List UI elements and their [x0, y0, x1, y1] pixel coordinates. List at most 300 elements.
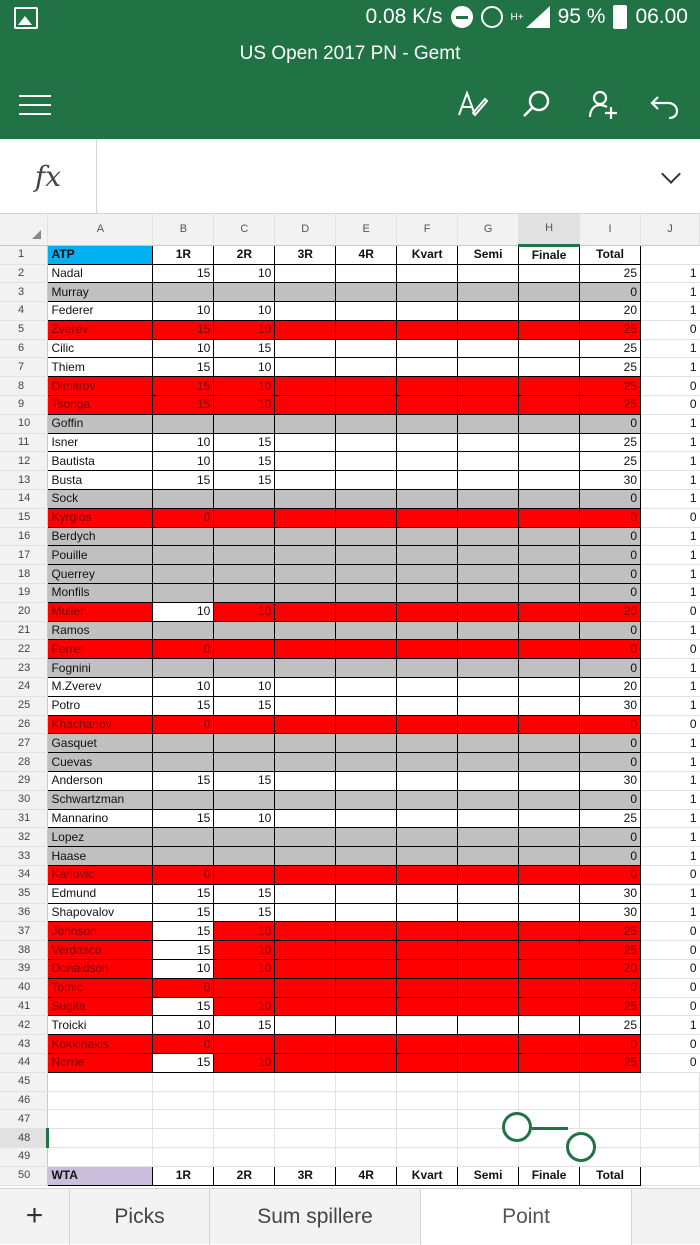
cell[interactable] — [580, 1110, 641, 1129]
empty-round-cell[interactable] — [275, 828, 336, 847]
column-j-value[interactable]: 1 — [641, 847, 700, 866]
column-j-value[interactable]: 1 — [641, 678, 700, 697]
column-j-value[interactable]: 1 — [641, 753, 700, 772]
empty-round-cell[interactable] — [458, 396, 519, 415]
empty-round-cell[interactable] — [519, 339, 580, 358]
total-points[interactable]: 25 — [580, 377, 641, 396]
round-1-points[interactable]: 15 — [153, 358, 214, 377]
total-points[interactable]: 25 — [580, 339, 641, 358]
empty-round-cell[interactable] — [275, 339, 336, 358]
empty-round-cell[interactable] — [458, 527, 519, 546]
column-j-value[interactable]: 1 — [641, 809, 700, 828]
round-header[interactable]: Total — [580, 245, 641, 264]
empty-round-cell[interactable] — [397, 414, 458, 433]
empty-round-cell[interactable] — [519, 396, 580, 415]
round-2-points[interactable]: 10 — [214, 302, 275, 321]
menu-icon[interactable] — [19, 95, 51, 115]
column-header[interactable]: G — [458, 214, 519, 245]
total-points[interactable]: 0 — [580, 828, 641, 847]
column-j-value[interactable]: 1 — [641, 264, 700, 283]
round-header[interactable]: Finale — [519, 1166, 580, 1185]
empty-round-cell[interactable] — [275, 396, 336, 415]
round-2-points[interactable]: 10 — [214, 941, 275, 960]
column-j-value[interactable]: 0 — [641, 396, 700, 415]
row-header[interactable]: 39 — [0, 959, 48, 978]
empty-round-cell[interactable] — [275, 959, 336, 978]
empty-round-cell[interactable] — [397, 320, 458, 339]
empty-round-cell[interactable] — [336, 546, 397, 565]
empty-round-cell[interactable] — [275, 471, 336, 490]
empty-round-cell[interactable] — [336, 734, 397, 753]
empty-round-cell[interactable] — [336, 809, 397, 828]
empty-round-cell[interactable] — [458, 997, 519, 1016]
column-j-value[interactable]: 0 — [641, 377, 700, 396]
spreadsheet-grid[interactable] — [0, 214, 700, 1188]
cell[interactable] — [336, 1129, 397, 1148]
empty-round-cell[interactable] — [275, 546, 336, 565]
empty-round-cell[interactable] — [275, 941, 336, 960]
column-j-value[interactable]: 0 — [641, 941, 700, 960]
empty-round-cell[interactable] — [336, 959, 397, 978]
empty-round-cell[interactable] — [397, 753, 458, 772]
empty-round-cell[interactable] — [397, 1035, 458, 1054]
tab-picks[interactable]: Picks — [70, 1189, 210, 1245]
column-j-value[interactable]: 0 — [641, 640, 700, 659]
empty-round-cell[interactable] — [458, 809, 519, 828]
row-header[interactable]: 10 — [0, 414, 48, 433]
empty-round-cell[interactable] — [336, 1035, 397, 1054]
cell[interactable] — [275, 1129, 336, 1148]
empty-round-cell[interactable] — [458, 903, 519, 922]
player-name[interactable]: Murray — [48, 283, 153, 302]
empty-round-cell[interactable] — [458, 922, 519, 941]
column-header[interactable]: I — [580, 214, 641, 245]
row-header[interactable]: 26 — [0, 715, 48, 734]
total-points[interactable]: 25 — [580, 452, 641, 471]
round-header[interactable]: 4R — [336, 1166, 397, 1185]
cell[interactable] — [336, 1072, 397, 1091]
empty-round-cell[interactable] — [397, 302, 458, 321]
empty-round-cell[interactable] — [275, 715, 336, 734]
empty-round-cell[interactable] — [458, 471, 519, 490]
formula-input[interactable] — [100, 139, 640, 214]
cell[interactable] — [397, 1129, 458, 1148]
empty-round-cell[interactable] — [336, 790, 397, 809]
total-points[interactable]: 0 — [580, 847, 641, 866]
empty-round-cell[interactable] — [458, 659, 519, 678]
cell[interactable] — [641, 1110, 700, 1129]
empty-round-cell[interactable] — [397, 847, 458, 866]
column-j-value[interactable]: 0 — [641, 1053, 700, 1072]
cell[interactable] — [519, 1091, 580, 1110]
cell[interactable] — [48, 1147, 153, 1166]
cell[interactable] — [641, 1166, 700, 1185]
round-2-points[interactable] — [214, 715, 275, 734]
empty-round-cell[interactable] — [458, 696, 519, 715]
empty-round-cell[interactable] — [397, 903, 458, 922]
total-points[interactable]: 20 — [580, 678, 641, 697]
row-header[interactable]: 29 — [0, 772, 48, 791]
player-name[interactable]: Thiem — [48, 358, 153, 377]
player-name[interactable]: Gasquet — [48, 734, 153, 753]
player-name[interactable]: Potro — [48, 696, 153, 715]
round-2-points[interactable] — [214, 790, 275, 809]
empty-round-cell[interactable] — [275, 978, 336, 997]
empty-round-cell[interactable] — [336, 584, 397, 603]
row-header[interactable]: 36 — [0, 903, 48, 922]
empty-round-cell[interactable] — [336, 358, 397, 377]
player-name[interactable]: Sugita — [48, 997, 153, 1016]
empty-round-cell[interactable] — [336, 377, 397, 396]
empty-round-cell[interactable] — [519, 433, 580, 452]
empty-round-cell[interactable] — [519, 734, 580, 753]
total-points[interactable]: 25 — [580, 922, 641, 941]
empty-round-cell[interactable] — [458, 602, 519, 621]
empty-round-cell[interactable] — [397, 884, 458, 903]
total-points[interactable]: 0 — [580, 1035, 641, 1054]
cell[interactable] — [397, 1091, 458, 1110]
player-name[interactable]: Muller — [48, 602, 153, 621]
round-header[interactable]: Semi — [458, 245, 519, 264]
player-name[interactable]: Federer — [48, 302, 153, 321]
total-points[interactable]: 25 — [580, 264, 641, 283]
cell[interactable] — [641, 1147, 700, 1166]
player-name[interactable]: Zverev — [48, 320, 153, 339]
cell[interactable] — [580, 1091, 641, 1110]
empty-round-cell[interactable] — [275, 508, 336, 527]
cell[interactable] — [48, 1129, 153, 1148]
column-j-value[interactable]: 0 — [641, 1035, 700, 1054]
total-points[interactable]: 0 — [580, 715, 641, 734]
round-2-points[interactable] — [214, 584, 275, 603]
total-points[interactable]: 0 — [580, 565, 641, 584]
round-2-points[interactable]: 10 — [214, 678, 275, 697]
empty-round-cell[interactable] — [275, 452, 336, 471]
row-header[interactable]: 31 — [0, 809, 48, 828]
row-header[interactable]: 33 — [0, 847, 48, 866]
row-header[interactable]: 7 — [0, 358, 48, 377]
empty-round-cell[interactable] — [458, 264, 519, 283]
empty-round-cell[interactable] — [336, 433, 397, 452]
round-1-points[interactable] — [153, 734, 214, 753]
empty-round-cell[interactable] — [519, 847, 580, 866]
empty-round-cell[interactable] — [397, 809, 458, 828]
player-name[interactable]: Donaldson — [48, 959, 153, 978]
column-j-value[interactable]: 1 — [641, 884, 700, 903]
row-header[interactable]: 24 — [0, 678, 48, 697]
player-name[interactable]: Busta — [48, 471, 153, 490]
empty-round-cell[interactable] — [397, 527, 458, 546]
player-name[interactable]: Tomic — [48, 978, 153, 997]
total-points[interactable]: 25 — [580, 997, 641, 1016]
total-points[interactable]: 30 — [580, 884, 641, 903]
empty-round-cell[interactable] — [458, 546, 519, 565]
empty-round-cell[interactable] — [519, 884, 580, 903]
cell[interactable] — [214, 1091, 275, 1110]
round-2-points[interactable] — [214, 546, 275, 565]
round-2-points[interactable] — [214, 659, 275, 678]
empty-round-cell[interactable] — [519, 490, 580, 509]
empty-round-cell[interactable] — [458, 339, 519, 358]
row-header[interactable]: 43 — [0, 1035, 48, 1054]
total-points[interactable]: 0 — [580, 584, 641, 603]
empty-round-cell[interactable] — [519, 584, 580, 603]
round-1-points[interactable] — [153, 527, 214, 546]
round-1-points[interactable]: 0 — [153, 978, 214, 997]
round-1-points[interactable]: 15 — [153, 320, 214, 339]
round-2-points[interactable]: 10 — [214, 922, 275, 941]
empty-round-cell[interactable] — [458, 283, 519, 302]
row-header[interactable]: 3 — [0, 283, 48, 302]
column-j-value[interactable]: 0 — [641, 320, 700, 339]
empty-round-cell[interactable] — [275, 659, 336, 678]
total-points[interactable]: 25 — [580, 809, 641, 828]
round-1-points[interactable]: 10 — [153, 959, 214, 978]
round-1-points[interactable]: 10 — [153, 433, 214, 452]
row-header[interactable]: 23 — [0, 659, 48, 678]
empty-round-cell[interactable] — [275, 490, 336, 509]
cell[interactable] — [214, 1129, 275, 1148]
empty-round-cell[interactable] — [458, 978, 519, 997]
round-1-points[interactable]: 15 — [153, 772, 214, 791]
cell[interactable] — [275, 1091, 336, 1110]
round-header[interactable]: 2R — [214, 1166, 275, 1185]
empty-round-cell[interactable] — [519, 264, 580, 283]
round-1-points[interactable]: 10 — [153, 339, 214, 358]
player-name[interactable]: Karlovic — [48, 866, 153, 885]
column-j-value[interactable]: 1 — [641, 433, 700, 452]
empty-round-cell[interactable] — [519, 471, 580, 490]
round-1-points[interactable] — [153, 584, 214, 603]
row-header[interactable]: 16 — [0, 527, 48, 546]
row-header[interactable]: 32 — [0, 828, 48, 847]
row-header[interactable]: 9 — [0, 396, 48, 415]
player-name[interactable]: Ferrer — [48, 640, 153, 659]
column-j-value[interactable]: 1 — [641, 659, 700, 678]
empty-round-cell[interactable] — [275, 377, 336, 396]
empty-round-cell[interactable] — [397, 941, 458, 960]
empty-round-cell[interactable] — [519, 1035, 580, 1054]
round-2-points[interactable]: 10 — [214, 959, 275, 978]
empty-round-cell[interactable] — [397, 358, 458, 377]
empty-round-cell[interactable] — [458, 452, 519, 471]
empty-round-cell[interactable] — [336, 414, 397, 433]
round-2-points[interactable] — [214, 978, 275, 997]
cell[interactable] — [580, 1072, 641, 1091]
round-2-points[interactable]: 15 — [214, 696, 275, 715]
empty-round-cell[interactable] — [397, 715, 458, 734]
player-name[interactable]: Cilic — [48, 339, 153, 358]
row-header[interactable]: 28 — [0, 753, 48, 772]
column-j-value[interactable]: 1 — [641, 696, 700, 715]
row-header[interactable]: 21 — [0, 621, 48, 640]
round-1-points[interactable] — [153, 565, 214, 584]
row-header[interactable]: 46 — [0, 1091, 48, 1110]
total-points[interactable]: 0 — [580, 508, 641, 527]
chevron-down-icon[interactable] — [661, 164, 681, 184]
empty-round-cell[interactable] — [275, 433, 336, 452]
empty-round-cell[interactable] — [458, 565, 519, 584]
row-header[interactable]: 44 — [0, 1053, 48, 1072]
column-j-value[interactable]: 1 — [641, 903, 700, 922]
tab-point[interactable]: Point — [421, 1189, 632, 1245]
cell[interactable] — [153, 1147, 214, 1166]
total-points[interactable]: 0 — [580, 414, 641, 433]
empty-round-cell[interactable] — [458, 866, 519, 885]
round-2-points[interactable] — [214, 508, 275, 527]
total-points[interactable]: 0 — [580, 734, 641, 753]
row-header[interactable]: 38 — [0, 941, 48, 960]
empty-round-cell[interactable] — [458, 433, 519, 452]
empty-round-cell[interactable] — [336, 659, 397, 678]
player-name[interactable]: Dimitrov — [48, 377, 153, 396]
empty-round-cell[interactable] — [458, 508, 519, 527]
player-name[interactable]: Berdych — [48, 527, 153, 546]
round-1-points[interactable]: 10 — [153, 602, 214, 621]
total-points[interactable]: 30 — [580, 772, 641, 791]
empty-round-cell[interactable] — [275, 772, 336, 791]
total-points[interactable]: 0 — [580, 978, 641, 997]
empty-round-cell[interactable] — [397, 772, 458, 791]
empty-round-cell[interactable] — [519, 903, 580, 922]
empty-round-cell[interactable] — [397, 565, 458, 584]
empty-round-cell[interactable] — [519, 941, 580, 960]
total-points[interactable]: 25 — [580, 320, 641, 339]
empty-round-cell[interactable] — [336, 508, 397, 527]
section-label[interactable]: ATP — [48, 245, 153, 264]
empty-round-cell[interactable] — [336, 565, 397, 584]
row-header[interactable]: 30 — [0, 790, 48, 809]
empty-round-cell[interactable] — [336, 302, 397, 321]
cell[interactable] — [641, 1072, 700, 1091]
empty-round-cell[interactable] — [458, 884, 519, 903]
round-1-points[interactable] — [153, 546, 214, 565]
empty-round-cell[interactable] — [458, 490, 519, 509]
round-2-points[interactable]: 15 — [214, 433, 275, 452]
cell[interactable] — [458, 1091, 519, 1110]
row-header[interactable]: 40 — [0, 978, 48, 997]
empty-round-cell[interactable] — [275, 734, 336, 753]
round-2-points[interactable] — [214, 866, 275, 885]
round-1-points[interactable]: 0 — [153, 640, 214, 659]
row-header[interactable]: 42 — [0, 1016, 48, 1035]
empty-round-cell[interactable] — [458, 772, 519, 791]
empty-round-cell[interactable] — [458, 941, 519, 960]
empty-round-cell[interactable] — [397, 828, 458, 847]
column-j-value[interactable]: 0 — [641, 997, 700, 1016]
empty-round-cell[interactable] — [336, 997, 397, 1016]
empty-round-cell[interactable] — [397, 866, 458, 885]
player-name[interactable]: Querrey — [48, 565, 153, 584]
empty-round-cell[interactable] — [519, 809, 580, 828]
round-header[interactable]: 3R — [275, 245, 336, 264]
column-j-value[interactable]: 1 — [641, 1016, 700, 1035]
cell[interactable] — [214, 1147, 275, 1166]
empty-round-cell[interactable] — [397, 959, 458, 978]
empty-round-cell[interactable] — [275, 358, 336, 377]
cell[interactable] — [458, 1147, 519, 1166]
column-header[interactable]: B — [153, 214, 214, 245]
row-header[interactable]: 2 — [0, 264, 48, 283]
total-points[interactable]: 25 — [580, 433, 641, 452]
round-2-points[interactable]: 15 — [214, 1016, 275, 1035]
round-1-points[interactable]: 0 — [153, 508, 214, 527]
player-name[interactable]: Sock — [48, 490, 153, 509]
empty-round-cell[interactable] — [458, 734, 519, 753]
empty-round-cell[interactable] — [397, 584, 458, 603]
round-1-points[interactable] — [153, 828, 214, 847]
round-1-points[interactable] — [153, 283, 214, 302]
round-1-points[interactable]: 0 — [153, 1035, 214, 1054]
round-2-points[interactable]: 15 — [214, 772, 275, 791]
empty-round-cell[interactable] — [519, 565, 580, 584]
empty-round-cell[interactable] — [519, 1016, 580, 1035]
selection-handle-end[interactable] — [566, 1132, 596, 1162]
empty-round-cell[interactable] — [519, 922, 580, 941]
empty-round-cell[interactable] — [336, 903, 397, 922]
cell[interactable] — [153, 1129, 214, 1148]
column-j-value[interactable]: 0 — [641, 959, 700, 978]
player-name[interactable]: Haase — [48, 847, 153, 866]
player-name[interactable]: Verdasco — [48, 941, 153, 960]
selection-handle-start[interactable] — [502, 1112, 532, 1142]
empty-round-cell[interactable] — [275, 283, 336, 302]
total-points[interactable]: 0 — [580, 659, 641, 678]
row-header[interactable]: 11 — [0, 433, 48, 452]
round-2-points[interactable]: 10 — [214, 997, 275, 1016]
row-header[interactable]: 13 — [0, 471, 48, 490]
total-points[interactable]: 25 — [580, 1016, 641, 1035]
round-2-points[interactable] — [214, 621, 275, 640]
empty-round-cell[interactable] — [336, 866, 397, 885]
empty-round-cell[interactable] — [458, 1016, 519, 1035]
empty-round-cell[interactable] — [336, 772, 397, 791]
row-header[interactable]: 12 — [0, 452, 48, 471]
cell[interactable] — [336, 1091, 397, 1110]
cell[interactable] — [336, 1147, 397, 1166]
round-2-points[interactable] — [214, 847, 275, 866]
column-j-value[interactable]: 1 — [641, 527, 700, 546]
empty-round-cell[interactable] — [519, 621, 580, 640]
empty-round-cell[interactable] — [275, 584, 336, 603]
player-name[interactable]: Kyrgios — [48, 508, 153, 527]
empty-round-cell[interactable] — [336, 283, 397, 302]
row-header[interactable]: 25 — [0, 696, 48, 715]
player-name[interactable]: Mannarino — [48, 809, 153, 828]
round-2-points[interactable] — [214, 565, 275, 584]
empty-round-cell[interactable] — [519, 978, 580, 997]
empty-round-cell[interactable] — [275, 997, 336, 1016]
empty-round-cell[interactable] — [519, 678, 580, 697]
empty-round-cell[interactable] — [458, 640, 519, 659]
empty-round-cell[interactable] — [519, 659, 580, 678]
round-2-points[interactable]: 10 — [214, 358, 275, 377]
round-2-points[interactable] — [214, 414, 275, 433]
cell[interactable] — [641, 1091, 700, 1110]
total-points[interactable]: 20 — [580, 302, 641, 321]
player-name[interactable]: Ramos — [48, 621, 153, 640]
round-header[interactable]: 1R — [153, 1166, 214, 1185]
column-header[interactable]: E — [336, 214, 397, 245]
player-name[interactable]: Pouille — [48, 546, 153, 565]
round-2-points[interactable] — [214, 490, 275, 509]
row-header[interactable]: 18 — [0, 565, 48, 584]
cell[interactable] — [153, 1072, 214, 1091]
round-2-points[interactable] — [214, 828, 275, 847]
round-2-points[interactable]: 15 — [214, 884, 275, 903]
empty-round-cell[interactable] — [275, 264, 336, 283]
round-2-points[interactable] — [214, 734, 275, 753]
